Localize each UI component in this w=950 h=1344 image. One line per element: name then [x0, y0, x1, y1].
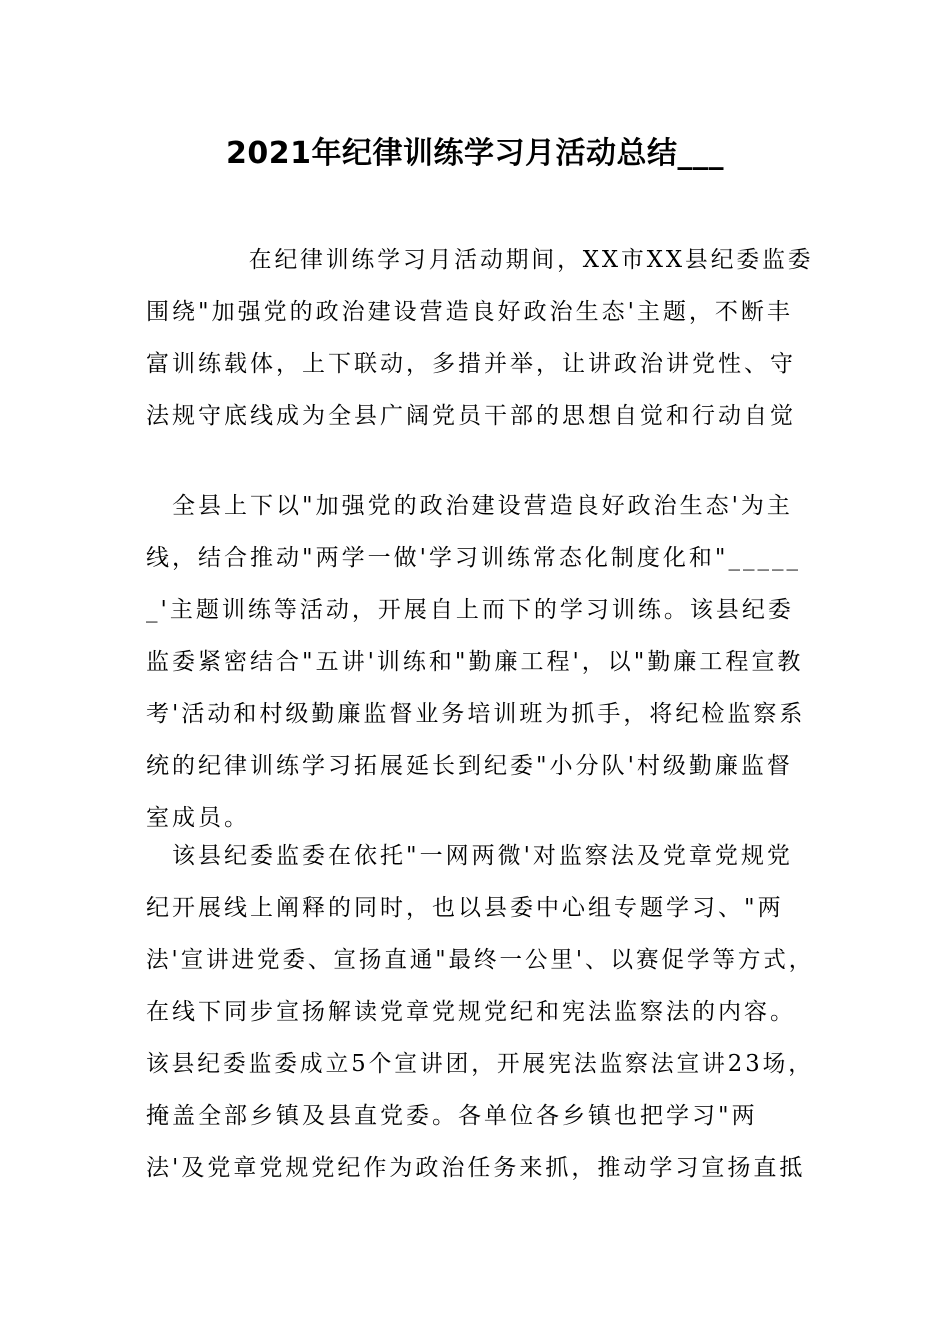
paragraph-line: 全县上下以"加强党的政治建设营造良好政治生态'为主 [146, 493, 793, 519]
paragraph-line: 围绕"加强党的政治建设营造良好政治生态'主题，不断丰 [146, 299, 793, 325]
paragraph-line: 该县纪委监委在依托"一网两微'对监察法及党章党规党 [146, 843, 793, 869]
paragraph-line: 纪开展线上阐释的同时，也以县委中心组专题学习、"两 [146, 895, 784, 921]
paragraph-line: 监委紧密结合"五讲'训练和"勤廉工程'，以"勤廉工程宣教 [146, 649, 804, 675]
paragraph-2 [146, 480, 814, 844]
paragraph-line: 法'及党章党规党纪作为政治任务来抓，推动学习宣扬直抵 [146, 1155, 806, 1181]
paragraph-line: 室成员。 [146, 805, 250, 831]
paragraph-line: 法'宣讲进党委、宣扬直通"最终一公里'、以赛促学等方式， [146, 947, 815, 973]
paragraph-line: 富训练载体，上下联动，多措并举，让讲政治讲党性、守 [146, 351, 796, 377]
paragraph-line: 该县纪委监委成立5个宣讲团，开展宪法监察法宣讲23场， [146, 1051, 814, 1077]
paragraph-line: 法规守底线成为全县广阔党员干部的思想自觉和行动自觉 [146, 403, 796, 429]
paragraph-1 [146, 234, 814, 442]
paragraph-line: 在纪律训练学习月活动期间，XX市XX县纪委监委 [146, 247, 814, 273]
paragraph-line: _'主题训练等活动，开展自上而下的学习训练。该县纪委 [146, 597, 794, 623]
paragraph-line: 统的纪律训练学习拓展延长到纪委"小分队'村级勤廉监督 [146, 753, 793, 779]
paragraph-line: 线，结合推动"两学一做'学习训练常态化制度化和"_____ [146, 545, 801, 571]
paragraph-line: 掩盖全部乡镇及县直党委。各单位各乡镇也把学习"两 [146, 1103, 758, 1129]
paragraph-line: 考'活动和村级勤廉监督业务培训班为抓手，将纪检监察系 [146, 701, 806, 727]
document-title: 2021年纪律训练学习月活动总结___ [226, 136, 724, 171]
paragraph-line: 在线下同步宣扬解读党章党规党纪和宪法监察法的内容。 [146, 999, 796, 1025]
paragraph-3 [146, 830, 814, 1194]
